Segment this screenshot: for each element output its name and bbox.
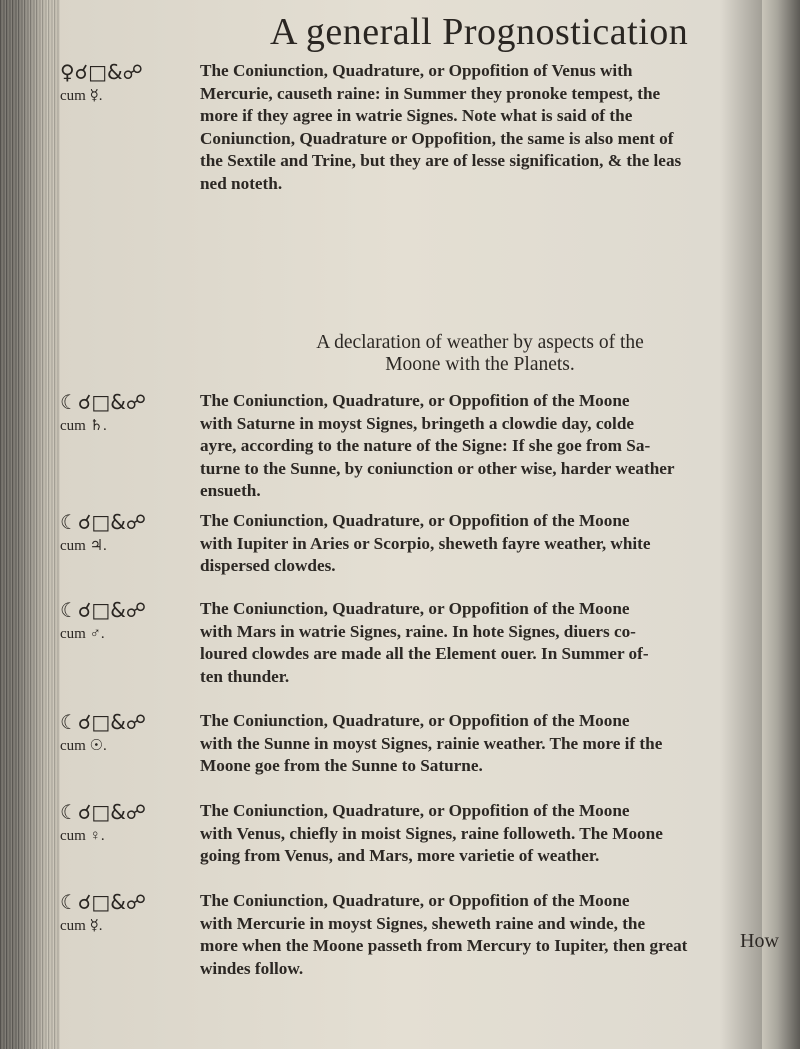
text-line: turne to the Sunne, by coniunction or other wise, harder weather [200, 458, 675, 478]
text-line: with Saturne in moyst Signes, bringeth a clowdie day, colde [200, 413, 635, 433]
aspect-planet: cum ☿. [60, 918, 103, 934]
text-line: The Coniunction, Quadrature, or Oppofition of Venus with [200, 61, 633, 80]
margin-aspect-symbol [60, 62, 145, 106]
text-line: more if they agree in watrie Signes. Note what is said of the [200, 106, 633, 125]
section-heading [315, 332, 645, 376]
aspect-glyphs: ☾☌□&☍ [60, 510, 147, 534]
left-page-edge [0, 0, 60, 1049]
text-line: the Sextile and Trine, but they are of lesse signification, & the leas [200, 151, 682, 170]
section-heading-line: A declaration of weather by aspects of the [316, 332, 644, 353]
page-title: A generall Prognostication [270, 11, 689, 53]
book-page [60, 0, 779, 1049]
text-line: with Iupiter in Aries or Scorpio, sheweth fayre weather, white [200, 533, 651, 553]
text-line: Mercurie, causeth raine: in Summer they pronoke tempest, the [200, 83, 661, 103]
text-line: ten thunder. [200, 666, 290, 686]
margin-aspect-symbol [60, 392, 145, 436]
margin-aspect-symbol [60, 712, 145, 756]
aspect-glyphs: ☾☌□&☍ [60, 710, 147, 734]
text-line: The Coniunction, Quadrature, or Oppofition of the Moone [200, 511, 630, 530]
entry-paragraph [200, 710, 760, 778]
text-line: going from Venus, and Mars, more varietie of weather. [200, 846, 600, 865]
entry-paragraph [200, 598, 760, 688]
text-line: with Mercurie in moyst Signes, sheweth raine and winde, the [200, 913, 646, 933]
text-line: ensueth. [200, 481, 261, 500]
aspect-glyphs: ☾☌□&☍ [60, 800, 147, 824]
aspect-planet: cum ♂. [60, 626, 105, 642]
entry-paragraph [200, 390, 760, 503]
aspect-planet: cum ☉. [60, 738, 107, 754]
entry-paragraph [200, 890, 760, 980]
text-line: more when the Moone passeth from Mercury to Iupiter, then great [200, 936, 688, 955]
text-line: The Coniunction, Quadrature, or Oppofition of the Moone [200, 711, 630, 730]
entry-paragraph [200, 800, 760, 868]
text-line: The Coniunction, Quadrature, or Oppofition of the Moone [200, 599, 630, 618]
right-page-edge [762, 0, 800, 1049]
text-line: ayre, according to the nature of the Signe: If she goe from Sa- [200, 436, 651, 455]
margin-aspect-symbol [60, 892, 145, 936]
text-line: loured clowdes are made all the Element ouer. In Summer of- [200, 644, 649, 663]
aspect-planet: cum ♄. [60, 418, 107, 434]
aspect-planet: cum ♃. [60, 538, 107, 554]
text-line: windes follow. [200, 958, 304, 978]
text-line: with Mars in watrie Signes, raine. In hote Signes, diuers co- [200, 621, 636, 641]
entry-paragraph [200, 510, 760, 578]
aspect-glyphs: ♀☌□&☍ [60, 60, 143, 84]
margin-aspect-symbol [60, 802, 145, 846]
text-line: Coniunction, Quadrature or Oppofition, the same is also ment of [200, 128, 674, 148]
aspect-glyphs: ☾☌□&☍ [60, 598, 147, 622]
text-line: The Coniunction, Quadrature, or Oppofition of the Moone [200, 891, 630, 910]
text-line: with the Sunne in moyst Signes, rainie weather. The more if the [200, 733, 663, 753]
section-heading-line: Moone with the Planets. [385, 354, 575, 375]
text-line: The Coniunction, Quadrature, or Oppofition of the Moone [200, 801, 630, 820]
aspect-planet: cum ☿. [60, 88, 103, 104]
text-line: dispersed clowdes. [200, 556, 336, 575]
text-line: ned noteth. [200, 173, 283, 193]
aspect-glyphs: ☾☌□&☍ [60, 890, 147, 914]
margin-aspect-symbol [60, 600, 145, 644]
text-line: The Coniunction, Quadrature, or Oppofition of the Moone [200, 391, 630, 410]
catchword: How [740, 930, 779, 952]
text-line: with Venus, chiefly in moist Signes, raine followeth. The Moone [200, 823, 663, 843]
text-line: Moone goe from the Sunne to Saturne. [200, 756, 483, 775]
margin-aspect-symbol [60, 512, 145, 556]
entry-paragraph [200, 60, 760, 195]
aspect-glyphs: ☾☌□&☍ [60, 390, 147, 414]
aspect-planet: cum ♀. [60, 828, 105, 844]
